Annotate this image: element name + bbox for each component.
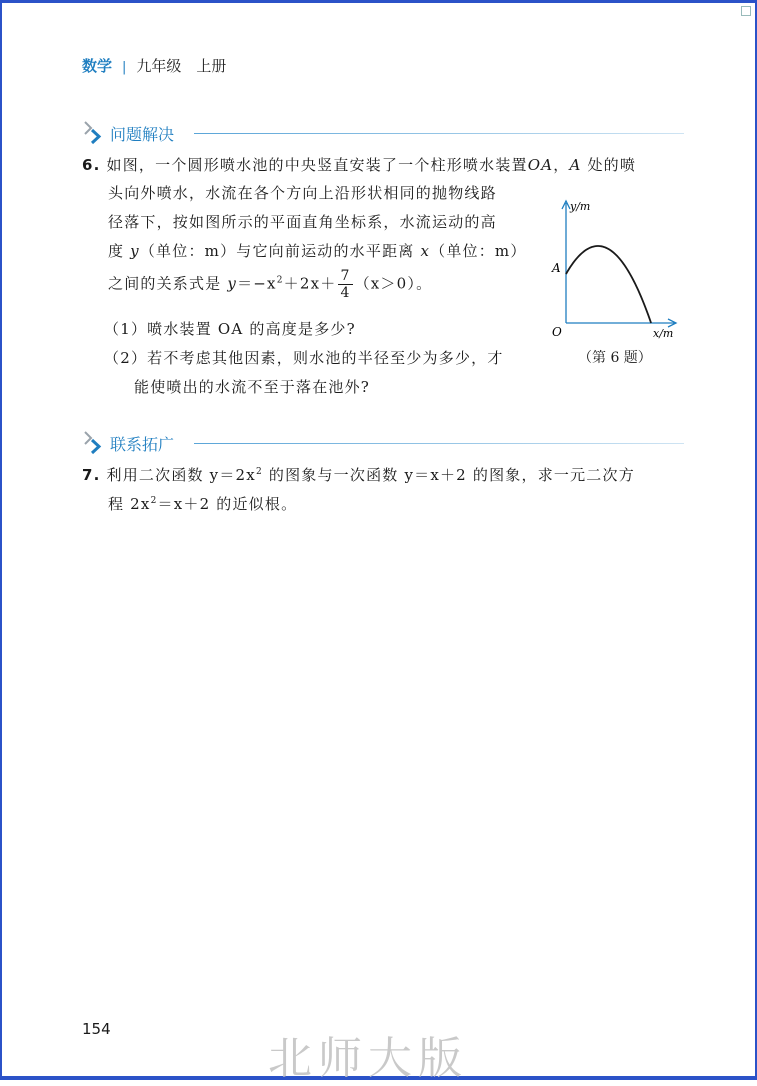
text-span: ＝x＋2 的近似根。	[157, 495, 298, 513]
text-span: 之间的关系式是	[108, 274, 228, 293]
formula-exponent: 2	[276, 275, 284, 286]
page-number: 154	[82, 1020, 111, 1038]
exponent: 2	[255, 467, 263, 477]
section-extension	[82, 433, 682, 453]
exponent: 2	[150, 496, 158, 506]
x-axis-label: x/m	[653, 327, 674, 340]
text-span: ，	[553, 156, 570, 174]
figure-caption: （第 6 题）	[578, 350, 652, 366]
origin-label: O	[552, 325, 562, 339]
page-frame-left	[0, 0, 2, 1080]
formula-y: y	[227, 274, 238, 293]
problem-6-sub-2a: （2）若不考虑其他因素，则水池的半径至少为多少，才	[104, 349, 504, 367]
point-a-label: A	[552, 261, 561, 275]
chevron-right-icon	[82, 430, 106, 456]
problem-6-line-2: 头向外喷水，水流在各个方向上沿形状相同的抛物线路	[108, 184, 497, 202]
problem-6-figure	[548, 193, 688, 343]
text-span: 程 2x	[108, 495, 151, 513]
section-divider	[194, 443, 684, 444]
formula-condition: （x＞0）。	[354, 274, 433, 293]
page-header	[82, 55, 226, 76]
problem-number: 7.	[82, 466, 101, 484]
y-axis-label: y/m	[570, 200, 591, 213]
text-span: 利用二次函数 y＝2x	[106, 466, 256, 484]
problem-number: 6.	[82, 156, 101, 174]
text-span: 处的喷	[581, 156, 637, 174]
problem-6-sub-1: （1）喷水装置 OA 的高度是多少?	[104, 320, 356, 338]
chevron-right-icon	[82, 120, 106, 146]
problem-6-line-4	[108, 240, 527, 261]
header-subject: 数学	[82, 57, 113, 75]
text-span: 的图象与一次函数 y＝x＋2 的图象，求一元二次方	[262, 466, 635, 484]
label-oa: OA	[527, 156, 554, 174]
section-divider	[194, 133, 684, 134]
header-separator: |	[122, 60, 127, 75]
watermark: 北师大版	[268, 1033, 468, 1084]
problem-6-line-1	[82, 154, 636, 175]
page-frame-top	[0, 0, 757, 3]
header-grade: 九年级 上册	[136, 57, 227, 75]
corner-mark-icon	[741, 6, 751, 16]
problem-6-sub-2b: 能使喷出的水流不至于落在池外?	[134, 378, 371, 396]
text-span: （单位：m）与它向前运动的水平距离	[139, 242, 421, 260]
problem-7-line-1	[82, 464, 635, 485]
text-span: （单位：m）	[430, 242, 527, 260]
parabola-curve	[566, 246, 651, 323]
section-title: 联系拓广	[110, 435, 175, 454]
problem-7-line-2	[108, 493, 297, 514]
problem-6-line-3: 径落下，按如图所示的平面直角坐标系，水流运动的高	[108, 213, 497, 231]
var-y: y	[130, 242, 140, 260]
var-x: x	[420, 242, 431, 260]
section-title: 问题解决	[110, 125, 175, 144]
problem-6-formula-line	[108, 268, 432, 301]
text-span: 如图，一个圆形喷水池的中央竖直安装了一个柱形喷水装置	[106, 156, 528, 174]
formula-fraction	[338, 268, 352, 301]
text-span: 度	[108, 242, 131, 260]
label-a: A	[569, 156, 582, 174]
section-problem-solving	[82, 123, 682, 143]
formula-mid: ＝−x	[237, 274, 277, 293]
fraction-numerator: 7	[340, 268, 351, 284]
fraction-denominator: 4	[340, 285, 351, 301]
formula-rest: ＋2x＋	[283, 274, 337, 293]
